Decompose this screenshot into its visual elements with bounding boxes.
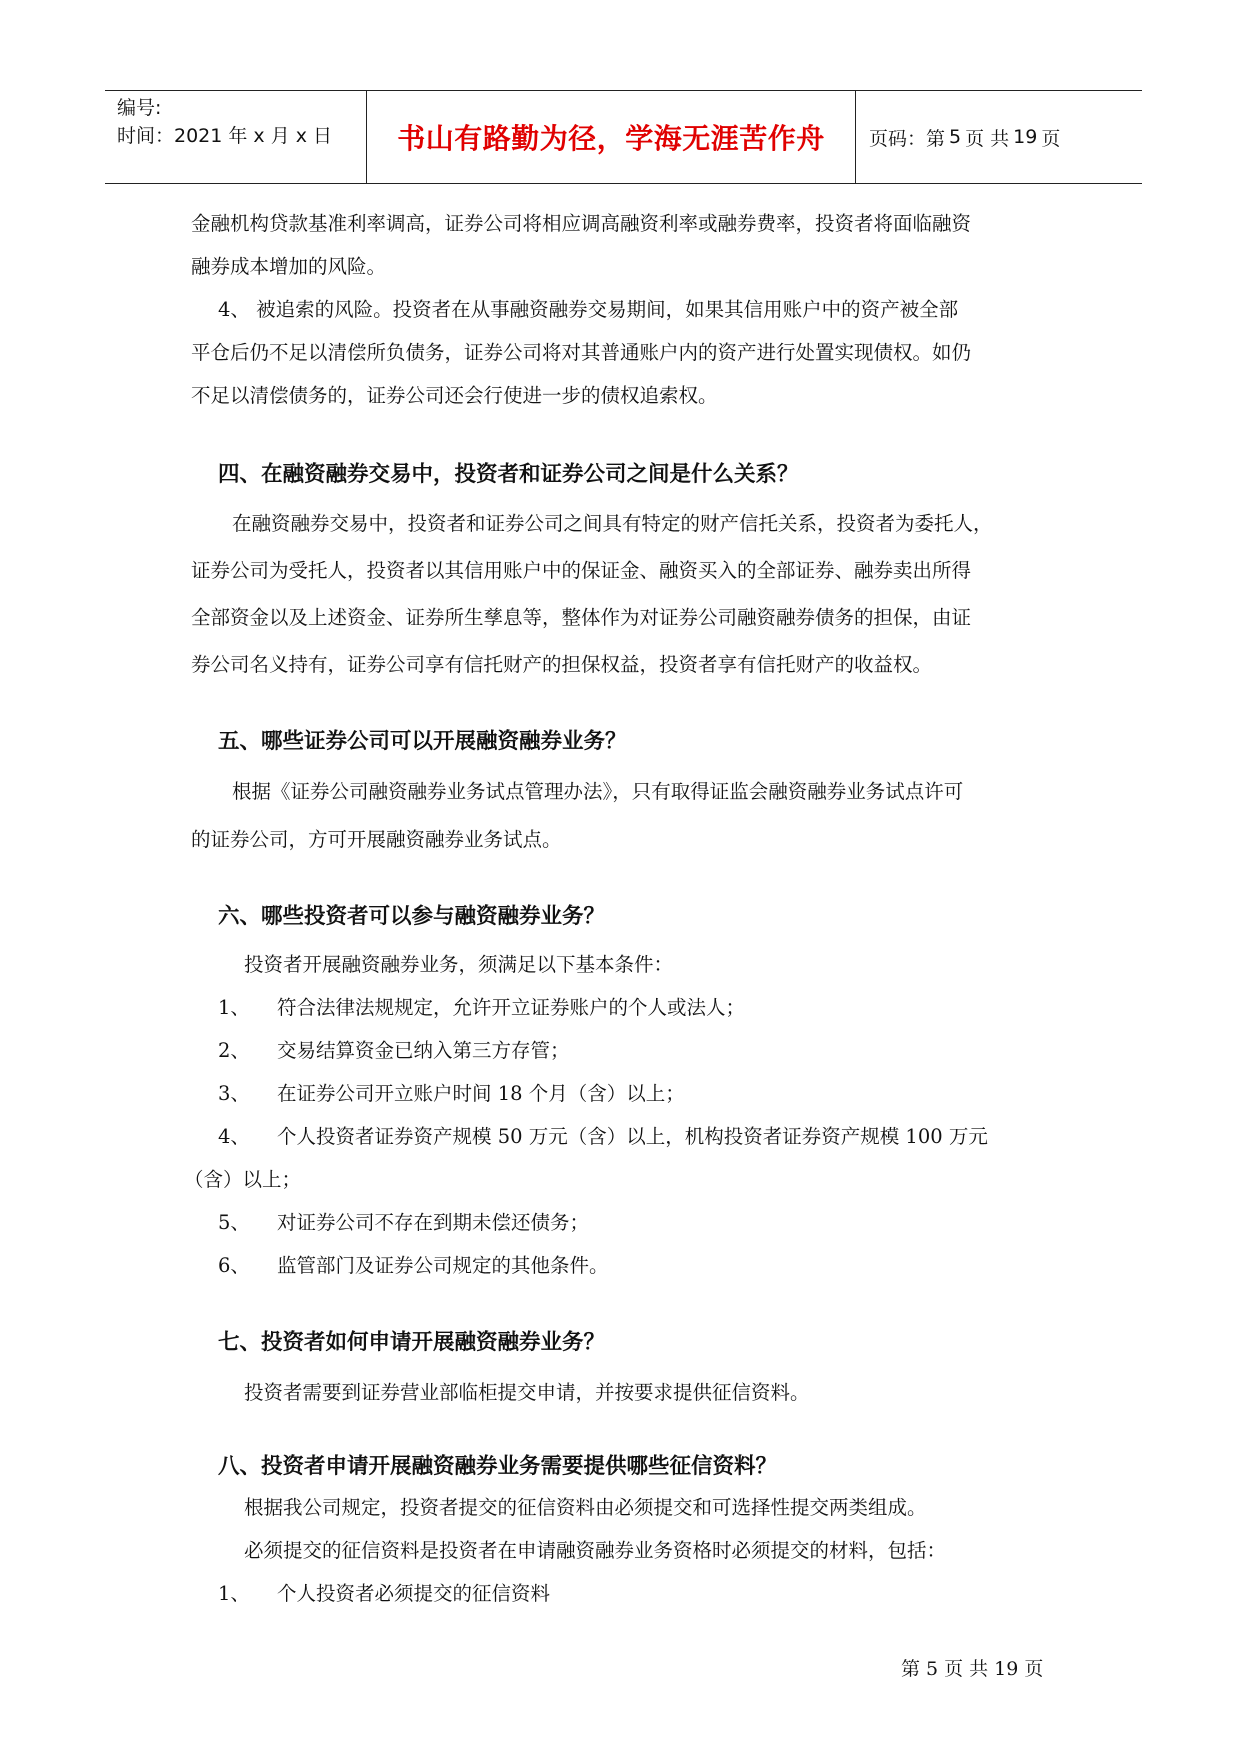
paragraph-line: 在融资融券交易中，投资者和证券公司之间具有特定的财产信托关系，投资者为委托人， bbox=[232, 512, 993, 535]
paragraph-line: 平仓后仍不足以清偿所负债务，证券公司将对其普通账户内的资产进行处置实现债权。如仍 bbox=[191, 341, 972, 364]
paragraph-line: 根据《证券公司融资融券业务试点管理办法》，只有取得证监会融资融券业务试点许可 bbox=[232, 780, 964, 803]
page-suffix: 页 bbox=[1041, 127, 1061, 150]
time-label: 时间：2021 年 x 月 x 日 bbox=[117, 125, 333, 147]
page-prefix: 页码：第 bbox=[869, 127, 946, 150]
page-mid: 页 共 bbox=[965, 127, 1010, 150]
section-heading: 八、投资者申请开展融资融券业务需要提供哪些征信资料？ bbox=[218, 1454, 778, 1479]
paragraph-line: 必须提交的征信资料是投资者在申请融资融券业务资格时必须提交的材料，包括： bbox=[244, 1539, 947, 1562]
footer-text: 共 bbox=[969, 1658, 989, 1680]
paragraph-line: 证券公司为受托人，投资者以其信用账户中的保证金、融资买入的全部证券、融券卖出所得 bbox=[191, 559, 972, 582]
page-number: 5 bbox=[949, 126, 962, 148]
paragraph-line: 全部资金以及上述资金、证券所生孳息等，整体作为对证券公司融资融券债务的担保，由证 bbox=[191, 606, 972, 629]
list-item bbox=[218, 1080, 685, 1108]
section-heading: 四、在融资融券交易中，投资者和证券公司之间是什么关系？ bbox=[218, 462, 799, 487]
paragraph-line: 融券成本增加的风险。 bbox=[191, 255, 387, 278]
list-number: 1、 bbox=[218, 996, 250, 1019]
page-footer bbox=[901, 1654, 1049, 1681]
list-text: 对证券公司不存在到期未偿还债务； bbox=[277, 1211, 590, 1234]
paragraph-line: 的证券公司，方可开展融资融券业务试点。 bbox=[191, 828, 562, 851]
list-text: 交易结算资金已纳入第三方存管； bbox=[277, 1039, 570, 1062]
list-text: 在证券公司开立账户时间 18 个月（含）以上； bbox=[277, 1082, 685, 1105]
footer-text: 第 bbox=[901, 1658, 921, 1680]
page-total: 19 bbox=[1013, 126, 1038, 148]
list-text: 个人投资者必须提交的征信资料 bbox=[277, 1582, 551, 1605]
list-item bbox=[218, 1252, 609, 1280]
list-item bbox=[218, 994, 745, 1022]
footer-page-number: 5 bbox=[926, 1658, 939, 1680]
serial-label: 编号: bbox=[117, 97, 162, 119]
header-meta bbox=[105, 91, 367, 183]
footer-text: 页 bbox=[1024, 1658, 1044, 1680]
list-number: 3、 bbox=[218, 1082, 250, 1105]
paragraph-line: 投资者需要到证券营业部临柜提交申请，并按要求提供征信资料。 bbox=[244, 1381, 810, 1404]
list-item bbox=[218, 1209, 589, 1237]
paragraph-line: 不足以清偿债务的，证券公司还会行使进一步的债权追索权。 bbox=[191, 384, 718, 407]
page-header bbox=[105, 90, 1142, 184]
list-number: 1、 bbox=[218, 1582, 250, 1605]
header-motto: 书山有路勤为径，学海无涯苦作舟 bbox=[367, 91, 856, 183]
section-heading: 七、投资者如何申请开展融资融券业务？ bbox=[218, 1330, 606, 1355]
header-page-info bbox=[856, 91, 1142, 183]
list-text: 个人投资者证券资产规模 50 万元（含）以上，机构投资者证券资产规模 100 万元 bbox=[277, 1125, 988, 1148]
list-text: 符合法律法规规定，允许开立证券账户的个人或法人； bbox=[277, 996, 746, 1019]
paragraph-line: （含）以上； bbox=[184, 1168, 302, 1191]
section-heading: 六、哪些投资者可以参与融资融券业务？ bbox=[218, 904, 606, 929]
list-number: 2、 bbox=[218, 1039, 250, 1062]
paragraph-line: 金融机构贷款基准利率调高，证券公司将相应调高融资利率或融券费率，投资者将面临融资 bbox=[191, 212, 972, 235]
paragraph-line: 投资者开展融资融券业务，须满足以下基本条件： bbox=[244, 953, 674, 976]
list-item bbox=[218, 1037, 570, 1065]
list-text: 监管部门及证券公司规定的其他条件。 bbox=[277, 1254, 609, 1277]
paragraph-line: 券公司名义持有，证券公司享有信托财产的担保权益，投资者享有信托财产的收益权。 bbox=[191, 653, 933, 676]
paragraph-line: 4、 被追索的风险。投资者在从事融资融券交易期间，如果其信用账户中的资产被全部 bbox=[218, 298, 959, 321]
list-number: 6、 bbox=[218, 1254, 250, 1277]
list-item bbox=[218, 1580, 550, 1608]
list-item bbox=[218, 1123, 988, 1151]
footer-text: 页 bbox=[944, 1658, 964, 1680]
section-heading: 五、哪些证券公司可以开展融资融券业务？ bbox=[218, 729, 627, 754]
paragraph-line: 根据我公司规定，投资者提交的征信资料由必须提交和可选择性提交两类组成。 bbox=[244, 1496, 927, 1519]
footer-page-total: 19 bbox=[994, 1658, 1019, 1680]
list-number: 4、 bbox=[218, 1125, 250, 1148]
list-number: 5、 bbox=[218, 1211, 250, 1234]
